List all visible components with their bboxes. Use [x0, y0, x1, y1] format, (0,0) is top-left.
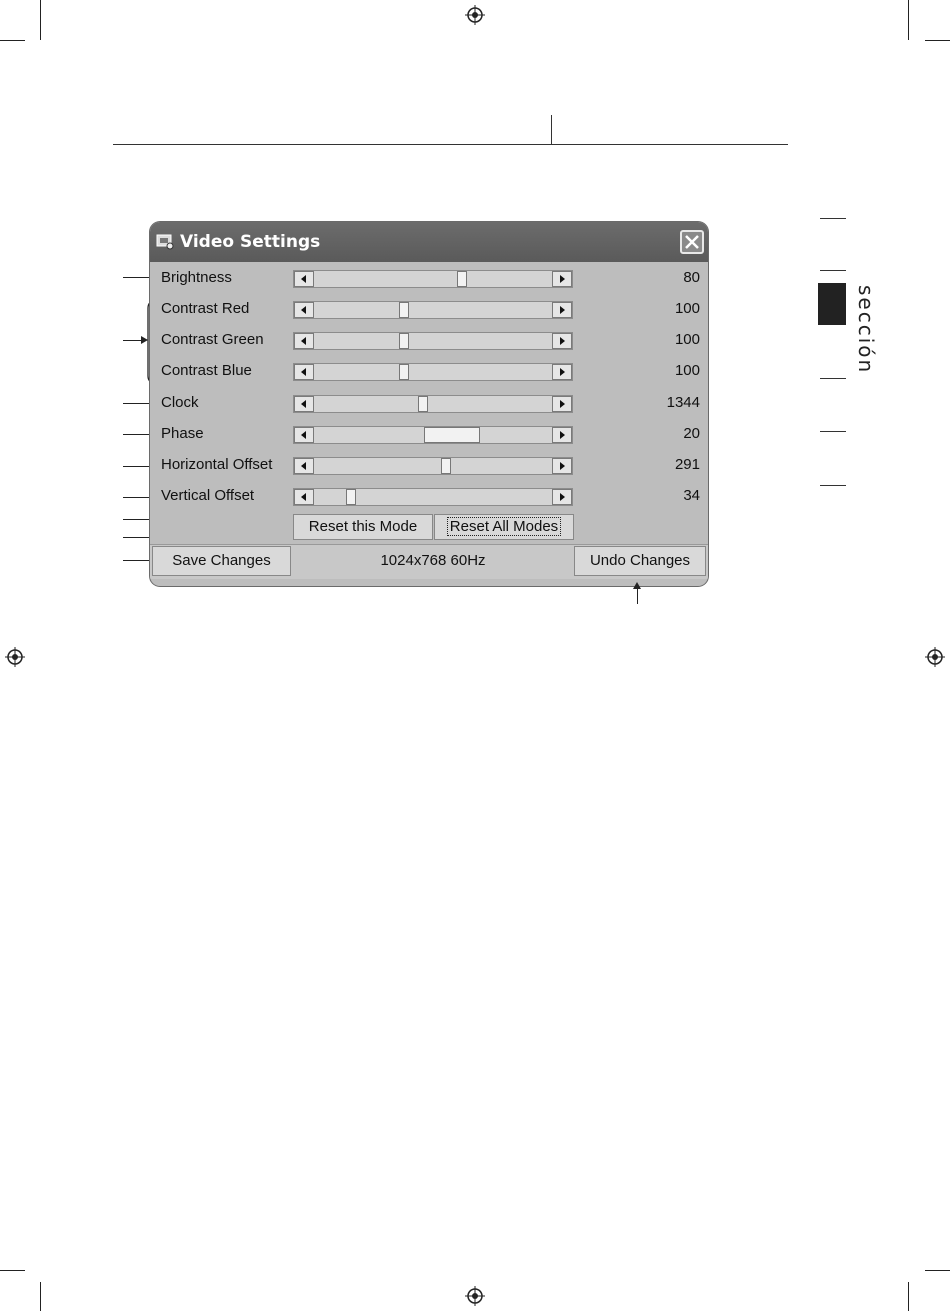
- slider-thumb[interactable]: [457, 271, 467, 287]
- reset-this-mode-button[interactable]: [293, 514, 433, 540]
- tab-line-2: [820, 270, 846, 271]
- tab-line-5: [820, 485, 846, 486]
- slider-thumb[interactable]: [418, 396, 428, 412]
- callout-line-brightness: [123, 277, 153, 278]
- slider-thumb[interactable]: [399, 364, 409, 380]
- slider-right-arrow-icon[interactable]: [552, 396, 572, 412]
- undo-changes-button[interactable]: [574, 546, 706, 576]
- callout-line-phase: [123, 434, 153, 435]
- row-slider-7[interactable]: [293, 488, 573, 506]
- row-value-0: 80: [683, 269, 700, 286]
- row-value-5: 20: [683, 425, 700, 442]
- slider-thumb[interactable]: [441, 458, 451, 474]
- section-label: sección: [854, 285, 878, 375]
- slider-thumb[interactable]: [399, 333, 409, 349]
- row-value-3: 100: [674, 362, 700, 379]
- window-title: Video Settings: [180, 232, 321, 252]
- row-label-1: Contrast Red: [161, 300, 250, 317]
- slider-track[interactable]: [314, 458, 552, 474]
- slider-left-arrow-icon[interactable]: [294, 364, 314, 380]
- reset-this-mode-label: Reset this Mode: [308, 518, 418, 535]
- row-value-4: 1344: [666, 394, 700, 411]
- slider-track[interactable]: [314, 427, 552, 443]
- crop-mark-bl-v: [40, 1282, 41, 1311]
- slider-right-arrow-icon[interactable]: [552, 302, 572, 318]
- callout-line-horizontal-offset: [123, 466, 153, 467]
- callout-line-clock: [123, 403, 153, 404]
- registration-mark-left: [5, 647, 25, 667]
- header-rule: [113, 144, 788, 145]
- row-label-5: Phase: [161, 425, 204, 442]
- save-changes-button[interactable]: [152, 546, 291, 576]
- crop-mark-bl-h: [0, 1270, 25, 1271]
- crop-mark-tr-h: [925, 40, 950, 41]
- slider-left-arrow-icon[interactable]: [294, 302, 314, 318]
- callout-line-save-changes: [123, 560, 153, 561]
- row-slider-0[interactable]: [293, 270, 573, 288]
- slider-right-arrow-icon[interactable]: [552, 333, 572, 349]
- slider-left-arrow-icon[interactable]: [294, 271, 314, 287]
- crop-mark-tl-v: [40, 0, 41, 40]
- close-button[interactable]: [680, 230, 704, 254]
- row-value-2: 100: [674, 331, 700, 348]
- row-label-7: Vertical Offset: [161, 487, 255, 504]
- slider-track[interactable]: [314, 489, 552, 505]
- callout-line-contrast: [123, 340, 141, 341]
- row-value-1: 100: [674, 300, 700, 317]
- slider-right-arrow-icon[interactable]: [552, 271, 572, 287]
- row-slider-5[interactable]: [293, 426, 573, 444]
- resolution-display: 1024x768 60Hz: [380, 552, 486, 569]
- crop-mark-tl-h: [0, 40, 25, 41]
- slider-thumb[interactable]: [346, 489, 356, 505]
- row-slider-6[interactable]: [293, 457, 573, 475]
- close-icon: [684, 234, 700, 250]
- header-rule-tick: [551, 115, 552, 144]
- slider-left-arrow-icon[interactable]: [294, 458, 314, 474]
- settings-app-icon: [156, 232, 174, 250]
- row-label-4: Clock: [161, 394, 199, 411]
- video-settings-window: [150, 222, 708, 586]
- row-label-3: Contrast Blue: [161, 362, 252, 379]
- row-slider-3[interactable]: [293, 363, 573, 381]
- row-value-6: 291: [674, 456, 700, 473]
- section-tab-block: [818, 283, 846, 325]
- slider-track[interactable]: [314, 271, 552, 287]
- slider-left-arrow-icon[interactable]: [294, 427, 314, 443]
- callout-line-vertical-offset: [123, 497, 153, 498]
- row-slider-2[interactable]: [293, 332, 573, 350]
- slider-thumb[interactable]: [424, 427, 480, 443]
- slider-right-arrow-icon[interactable]: [552, 364, 572, 380]
- save-changes-label: Save Changes: [172, 552, 271, 569]
- slider-left-arrow-icon[interactable]: [294, 333, 314, 349]
- slider-right-arrow-icon[interactable]: [552, 458, 572, 474]
- slider-track[interactable]: [314, 396, 552, 412]
- registration-mark-top: [465, 5, 485, 25]
- slider-thumb[interactable]: [399, 302, 409, 318]
- row-slider-1[interactable]: [293, 301, 573, 319]
- row-label-2: Contrast Green: [161, 331, 264, 348]
- callout-arrowhead-undo: [633, 582, 641, 589]
- slider-track[interactable]: [314, 364, 552, 380]
- registration-mark-bottom: [465, 1286, 485, 1306]
- reset-all-modes-button[interactable]: [434, 514, 574, 540]
- row-label-6: Horizontal Offset: [161, 456, 273, 473]
- tab-line-4: [820, 431, 846, 432]
- slider-track[interactable]: [314, 302, 552, 318]
- slider-right-arrow-icon[interactable]: [552, 489, 572, 505]
- crop-mark-tr-v: [908, 0, 909, 40]
- tab-line-1: [820, 218, 846, 219]
- reset-all-modes-label: Reset All Modes: [447, 517, 561, 536]
- crop-mark-br-v: [908, 1282, 909, 1311]
- undo-changes-label: Undo Changes: [589, 552, 691, 569]
- crop-mark-br-h: [925, 1270, 950, 1271]
- registration-mark-right: [925, 647, 945, 667]
- callout-line-undo: [637, 588, 638, 604]
- slider-right-arrow-icon[interactable]: [552, 427, 572, 443]
- tab-line-3: [820, 378, 846, 379]
- slider-left-arrow-icon[interactable]: [294, 489, 314, 505]
- row-slider-4[interactable]: [293, 395, 573, 413]
- slider-track[interactable]: [314, 333, 552, 349]
- bottom-bar: [150, 544, 708, 579]
- callout-arrowhead-contrast: [141, 336, 148, 344]
- row-value-7: 34: [683, 487, 700, 504]
- title-bar[interactable]: [150, 222, 708, 262]
- row-label-0: Brightness: [161, 269, 232, 286]
- slider-left-arrow-icon[interactable]: [294, 396, 314, 412]
